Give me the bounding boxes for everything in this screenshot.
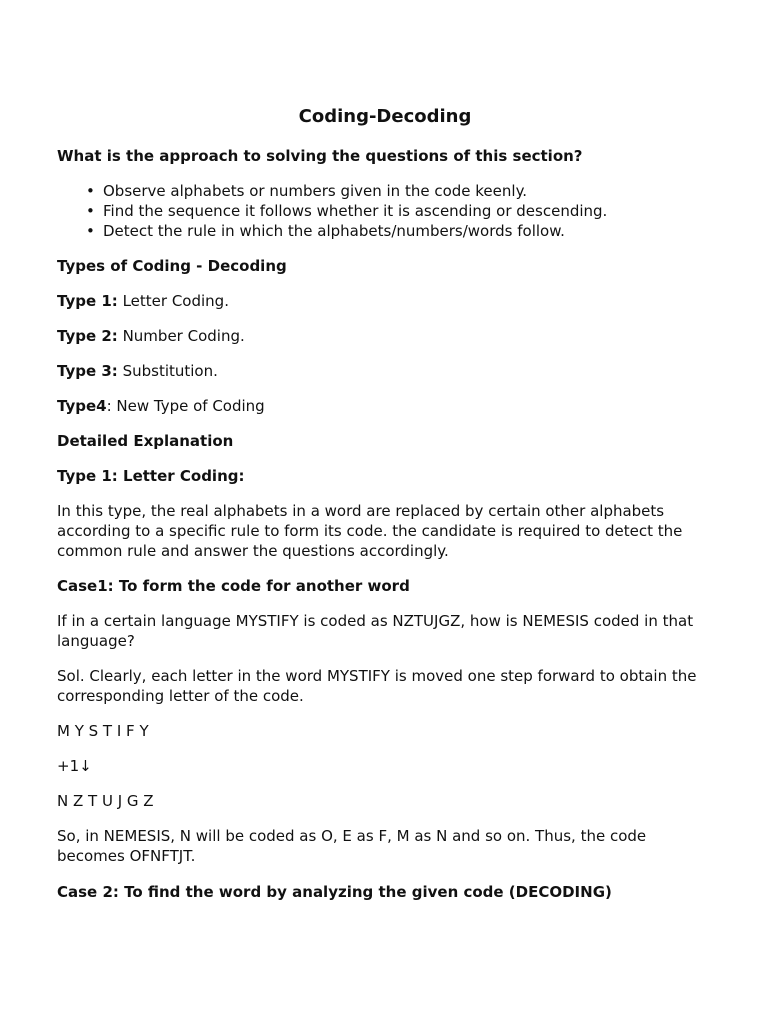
list-item-text: Find the sequence it follows whether it is ascending or descending. xyxy=(103,202,608,220)
type-line xyxy=(57,326,717,346)
approach-bullet-list xyxy=(57,181,717,241)
bullet-icon: • xyxy=(86,222,95,240)
shift-label: +1↓ xyxy=(57,757,92,775)
type-label: Type 2: xyxy=(57,327,118,345)
word-letters: M Y S T I F Y xyxy=(57,722,149,740)
case1-solution: Sol. Clearly, each letter in the word MYSTIFY is moved one step forward to obtain the corresponding letter of the code. xyxy=(57,667,697,705)
case1-conclusion: So, in NEMESIS, N will be coded as O, E as F, M as N and so on. Thus, the code becomes OFNFTJT. xyxy=(57,827,647,865)
code-letters: N Z T U J G Z xyxy=(57,792,154,810)
type-line xyxy=(57,291,717,311)
list-item-text: Detect the rule in which the alphabets/numbers/words follow. xyxy=(103,222,565,240)
type1-heading: Type 1: Letter Coding: xyxy=(57,467,245,485)
type1-paragraph: In this type, the real alphabets in a word are replaced by certain other alphabets according to a specific rule to form its code. the candidate is required to detect the common rule and answer the questions accordingly. xyxy=(57,502,683,560)
type-text: Letter Coding. xyxy=(117,292,229,310)
type-line xyxy=(57,361,717,381)
bullet-icon: • xyxy=(86,202,95,220)
case1-heading: Case1: To form the code for another word xyxy=(57,577,410,595)
list-item xyxy=(57,221,717,241)
type-label: Type 3: xyxy=(57,362,118,380)
type-text: : New Type of Coding xyxy=(106,397,265,415)
type-text: Substitution. xyxy=(117,362,218,380)
type-line xyxy=(57,396,717,416)
type-label: Type 1: xyxy=(57,292,118,310)
list-item xyxy=(57,201,717,221)
page-title: Coding-Decoding xyxy=(298,106,472,127)
case1-question: If in a certain language MYSTIFY is coded as NZTUJGZ, how is NEMESIS coded in that language? xyxy=(57,612,694,650)
list-item-text: Observe alphabets or numbers given in the code keenly. xyxy=(103,182,528,200)
type-text: Number Coding. xyxy=(117,327,245,345)
approach-heading: What is the approach to solving the questions of this section? xyxy=(57,147,583,165)
type-label: Type4 xyxy=(57,397,107,415)
types-heading: Types of Coding - Decoding xyxy=(57,257,287,275)
list-item xyxy=(57,181,717,201)
bullet-icon: • xyxy=(86,182,95,200)
case2-heading: Case 2: To find the word by analyzing the given code (DECODING) xyxy=(57,883,612,901)
detailed-heading: Detailed Explanation xyxy=(57,432,234,450)
